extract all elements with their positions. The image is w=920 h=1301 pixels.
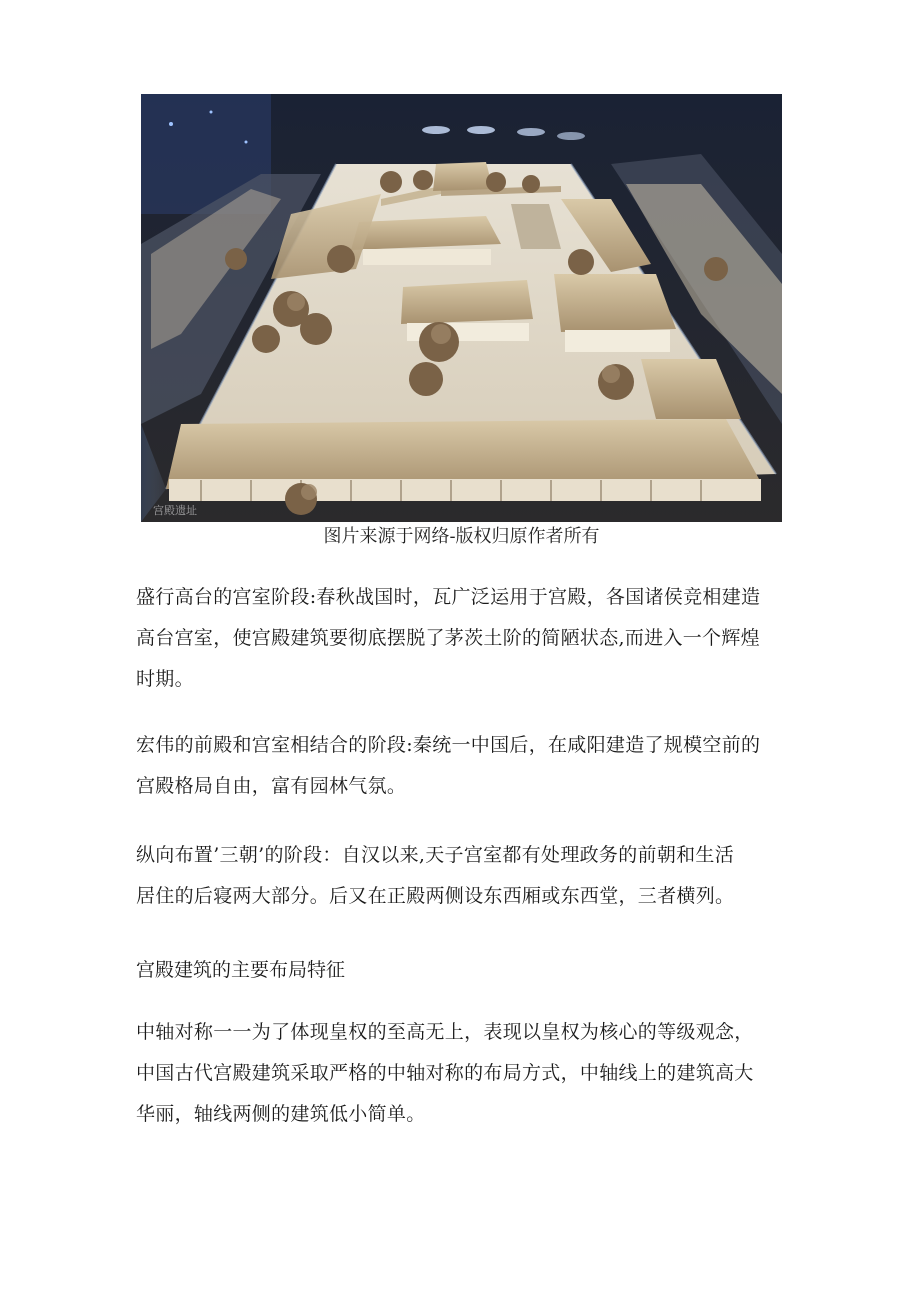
paragraph-zhongzhou (136, 1012, 796, 1135)
text-line: 纵向布置’三朝’的阶段：自汉以来,天子宫室都有处理政务的前朝和生活 (136, 844, 735, 866)
paragraph-qiandian (136, 725, 796, 807)
text-line: 时期。 (136, 668, 194, 690)
text-line: 居住的后寝两大部分。后又在正殿两侧设东西厢或东西堂，三者横列。 (136, 885, 735, 907)
paragraph-gaotai (136, 577, 796, 700)
palace-model-photo (141, 94, 782, 522)
figure-caption: 图片来源于网络-版权归原作者所有 (323, 526, 600, 547)
text-line: 华丽，轴线两侧的建筑低小简单。 (136, 1103, 426, 1125)
photo-watermark: 宫殿遗址 (153, 505, 197, 517)
section-heading: 宫殿建筑的主要布局特征 (136, 959, 346, 981)
text-line: 盛行高台的宫室阶段:春秋战国时，瓦广泛运用于宫殿，各国诸侯竞相建造 (136, 586, 761, 608)
text-line: 高台宫室，使宫殿建筑要彻底摆脱了茅茨土阶的简陋状态,而进入一个辉煌 (136, 627, 760, 649)
text-line: 宏伟的前殿和宫室相结合的阶段:秦统一中国后，在咸阳建造了规模空前的 (136, 734, 761, 756)
text-line: 中轴对称一一为了体现皇权的至高无上，表现以皇权为核心的等级观念， (136, 1021, 754, 1043)
text-line: 宫殿格局自由，富有园林气氛。 (136, 775, 407, 797)
text-line: 中国古代宫殿建筑采取严格的中轴对称的布局方式，中轴线上的建筑高大 (136, 1062, 754, 1084)
paragraph-sanchao (136, 835, 796, 917)
